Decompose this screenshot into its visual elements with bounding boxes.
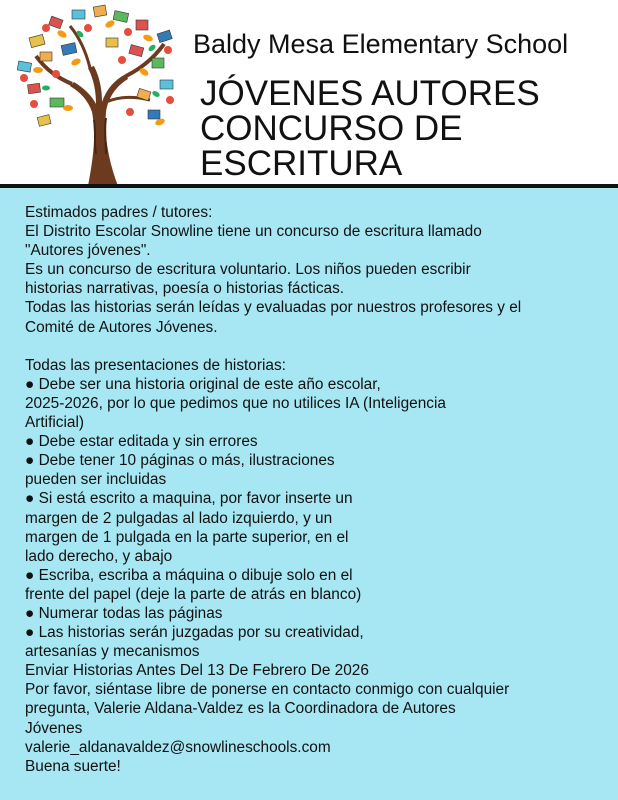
body-line: Comité de Autores Jóvenes. [25,318,218,336]
bullet-item: ● Debe tener 10 páginas o más, ilustraciones [25,452,335,470]
title-line: CONCURSO DE [200,109,463,148]
bullet-item: ● Las historias serán juzgadas por su creatividad, [25,624,364,642]
body-line: Por favor, siéntase libre de ponerse en contacto conmigo con cualquier [25,681,510,699]
body-spacer [25,337,600,356]
body-line: artesanías y mecanismos [25,643,200,661]
body-line: 2025-2026, por lo que pedimos que no utilices IA (Inteligencia [25,394,446,412]
title-line: ESCRITURA [200,144,403,183]
body-line: margen de 2 pulgadas al lado izquierdo, y un [25,509,333,527]
flyer-title [200,76,540,181]
body-line: lado derecho, y abajo [25,547,173,565]
body-line: frente del papel (deje la parte de atrás en blanco) [25,585,362,603]
bullet-item: ● Escriba, escriba a máquina o dibuje solo en el [25,566,353,584]
book-tree-icon [10,4,192,186]
body-line: pueden ser incluidas [25,471,167,489]
school-name: Baldy Mesa Elementary School [193,29,569,59]
bullet-item: ● Si está escrito a maquina, por favor inserte un [25,490,353,508]
body-line: Jóvenes [25,719,83,737]
body-line: "Autores jóvenes". [25,242,151,260]
body-line: historias narrativas, poesía o historias fácticas. [25,280,345,298]
bullet-item: ● Debe ser una historia original de este año escolar, [25,375,381,393]
body-line: El Distrito Escolar Snowline tiene un concurso de escritura llamado [25,223,482,241]
flyer-body [25,203,600,776]
closing-line: Buena suerte! [25,757,121,775]
body-line: Todas las presentaciones de historias: [25,356,286,374]
flyer-header [0,0,618,186]
bullet-item: ● Debe estar editada y sin errores [25,433,258,451]
body-line: Estimados padres / tutores: [25,204,213,221]
body-line: pregunta, Valerie Aldana-Valdez es la Coordinadora de Autores [25,700,456,718]
body-line: Es un concurso de escritura voluntario. Los niños pueden escribir [25,261,471,279]
contact-email: valerie_aldanavaldez@snowlineschools.com [25,738,331,756]
bullet-item: ● Numerar todas las páginas [25,604,223,622]
deadline-line: Enviar Historias Antes Del 13 De Febrero De 2026 [25,662,369,680]
body-line: Todas las historias serán leídas y evaluadas por nuestros profesores y el [25,299,522,317]
body-line: margen de 1 pulgada en la parte superior, en el [25,528,349,546]
title-line: JÓVENES AUTORES [200,74,540,113]
body-line: Artificial) [25,414,84,432]
